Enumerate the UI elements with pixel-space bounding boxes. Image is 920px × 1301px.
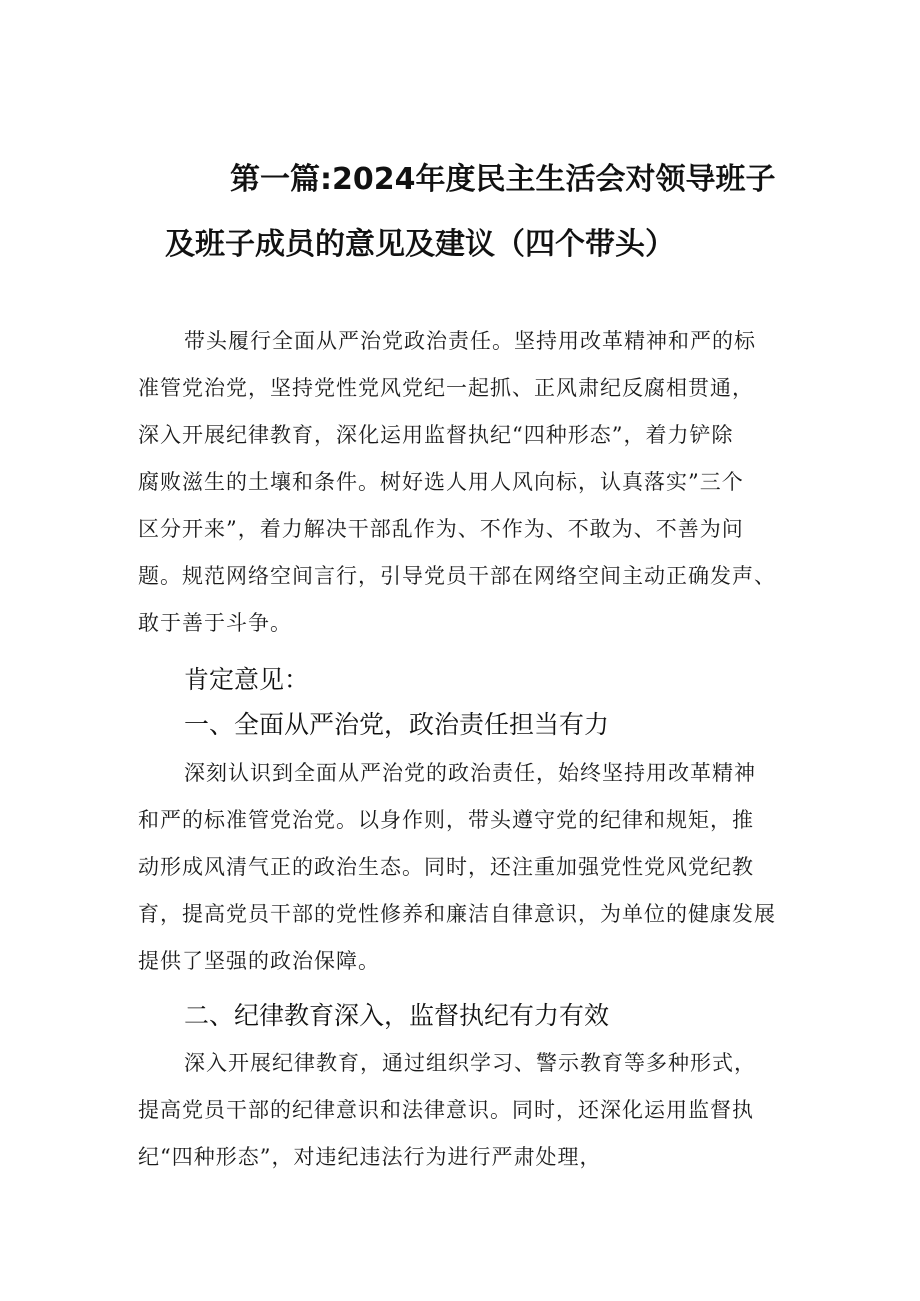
section-2-heading: 二、纪律教育深入，监督执纪有力有效 xyxy=(184,1001,610,1030)
paragraph-line: 腐败滋生的土壤和条件。树好选人用人风向标，认真落实”三个 xyxy=(138,470,744,494)
document-title-line-2: 及班子成员的意见及建议（四个带头） xyxy=(165,227,675,262)
paragraph-line: 深入开展纪律教育，深化运用监督执纪“四种形态”，着力铲除 xyxy=(138,423,734,447)
section-2-paragraph xyxy=(138,1040,818,1181)
paragraph-line: 深入开展纪律教育，通过组织学习、警示教育等多种形式， xyxy=(184,1051,756,1075)
paragraph-line: 准管党治党，坚持党性党风党纪一起抓、正风肃纪反腐相贯通， xyxy=(138,376,754,400)
paragraph-line: 纪“四种形态”，对违纪违法行为进行严肃处理， xyxy=(138,1145,602,1169)
section-1-heading: 一、全面从严治党，政治责任担当有力 xyxy=(184,710,610,739)
paragraph-line: 区分开来”，着力解决干部乱作为、不作为、不敢为、不善为问 xyxy=(138,517,744,541)
intro-paragraph xyxy=(138,318,818,647)
section-1-paragraph xyxy=(138,750,818,985)
paragraph-line: 敢于善于斗争。 xyxy=(138,611,292,635)
paragraph-line: 动形成风清气正的政治生态。同时，还注重加强党性党风党纪教 xyxy=(138,855,754,879)
paragraph-line: 和严的标准管党治党。以身作则，带头遵守党的纪律和规矩，推 xyxy=(138,808,754,832)
paragraph-line: 题。规范网络空间言行，引导党员干部在网络空间主动正确发声、 xyxy=(138,564,776,588)
paragraph-line: 深刻认识到全面从严治党的政治责任，始终坚持用改革精神 xyxy=(184,761,756,785)
paragraph-line: 提供了坚强的政治保障。 xyxy=(138,949,380,973)
paragraph-line: 育，提高党员干部的党性修养和廉洁自律意识，为单位的健康发展 xyxy=(138,902,776,926)
document-title-line-1: 第一篇:2024年度民主生活会对领导班子 xyxy=(230,162,776,197)
affirmative-heading: 肯定意见： xyxy=(184,665,310,694)
paragraph-line: 带头履行全面从严治党政治责任。坚持用改革精神和严的标 xyxy=(184,329,756,353)
paragraph-line: 提高党员干部的纪律意识和法律意识。同时，还深化运用监督执 xyxy=(138,1098,754,1122)
